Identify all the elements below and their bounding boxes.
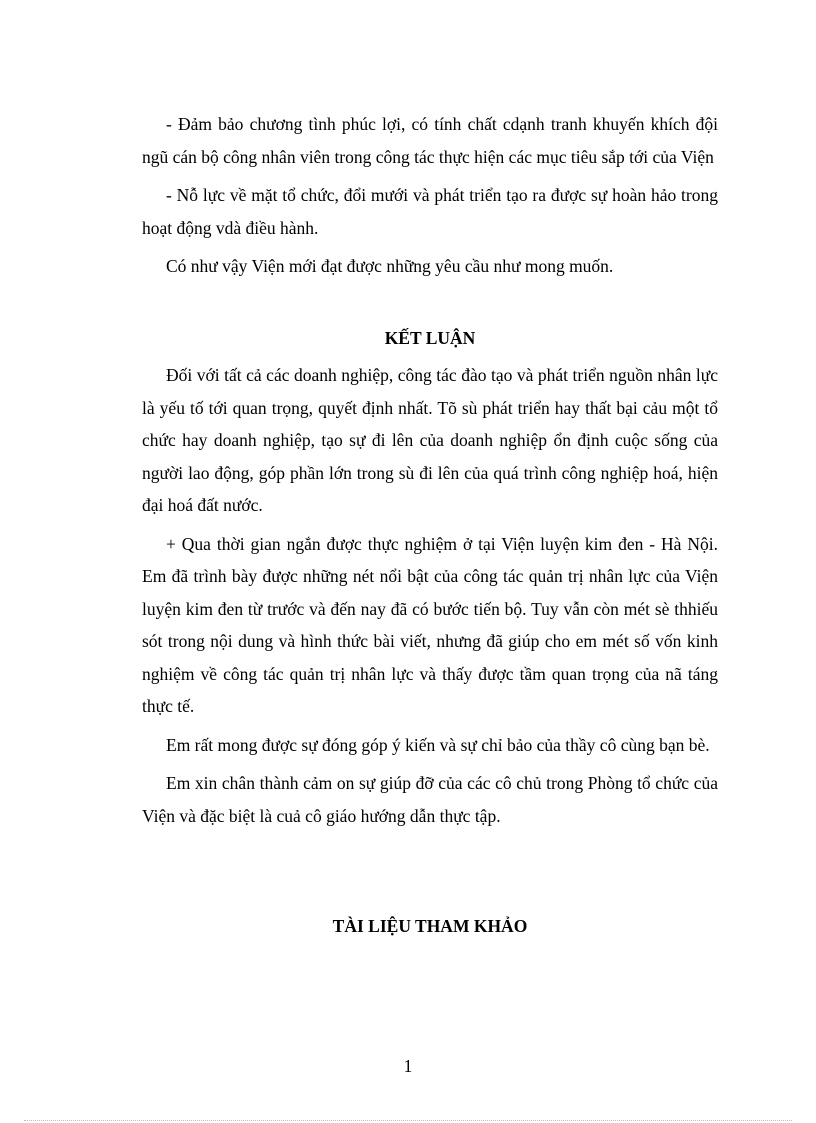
paragraph-training-importance: Đối với tất cả các doanh nghiệp, công tác đào tạo và phát triển nguồn nhân lực là yếu tố tới quan trọng, quyết định nhất. Tõ sù phát triển hay thất bại cảu một tổ chức hay doanh nghiệp, tạo sự đi lên của doanh nghiệp ổn định cuộc sống của người lao động, góp phần lớn trong sù đi lên của quá trình công nghiệp hoá, hiện đại hoá đất nước.	[142, 365, 718, 515]
paragraph-feedback-request: Em rất mong được sự đóng góp ý kiến và sự chỉ bảo của thầy cô cùng bạn bè.	[166, 734, 710, 755]
page-divider	[24, 1120, 792, 1121]
page-number: 1	[403, 1056, 413, 1076]
paragraph-organization: - Nỗ lực về mặt tổ chức, đổi mưới và phát triển tạo ra được sự hoàn hảo trong hoạt động vdà điều hành.	[142, 185, 718, 238]
references-heading: TÀI LIỆU THAM KHẢO	[332, 916, 528, 936]
paragraph-expectation: Có như vậy Viện mới đạt được những yêu cầu như mong muốn.	[166, 256, 614, 276]
paragraph-internship-summary: + Qua thời gian ngắn được thực nghiệm ở tại Viện luyện kim đen - Hà Nội. Em đã trình bày được những nét nổi bật của công tác quản trị nhân lực của Viện luyện kim đen từ trước và đến nay đã có bước tiến bộ. Tuy vẫn còn mét sè thhiếu sót trong nội dung và hình thức bài viết, nhưng đã giúp cho em mét số vốn kinh nghiệm về công tác quản trị nhân lực và thấy được tầm quan trọng của nã táng thực tế.	[142, 533, 718, 716]
conclusion-heading: KẾT LUẬN	[384, 328, 476, 348]
conclusion-section	[142, 359, 718, 832]
paragraph-benefits: - Đảm bảo chương tình phúc lợi, có tính chất cdạnh tranh khuyến khích đội ngũ cán bộ công nhân viên trong công tác thực hiện các mục tiêu sắp tới của Viện	[142, 114, 718, 167]
intro-section	[142, 108, 718, 283]
paragraph-acknowledgement: Em xin chân thành cảm on sự giúp đỡ của các cô chủ trong Phòng tổ chức của Viện và đặc biệt là cuả cô giáo hướng dẫn thực tập.	[142, 773, 718, 826]
